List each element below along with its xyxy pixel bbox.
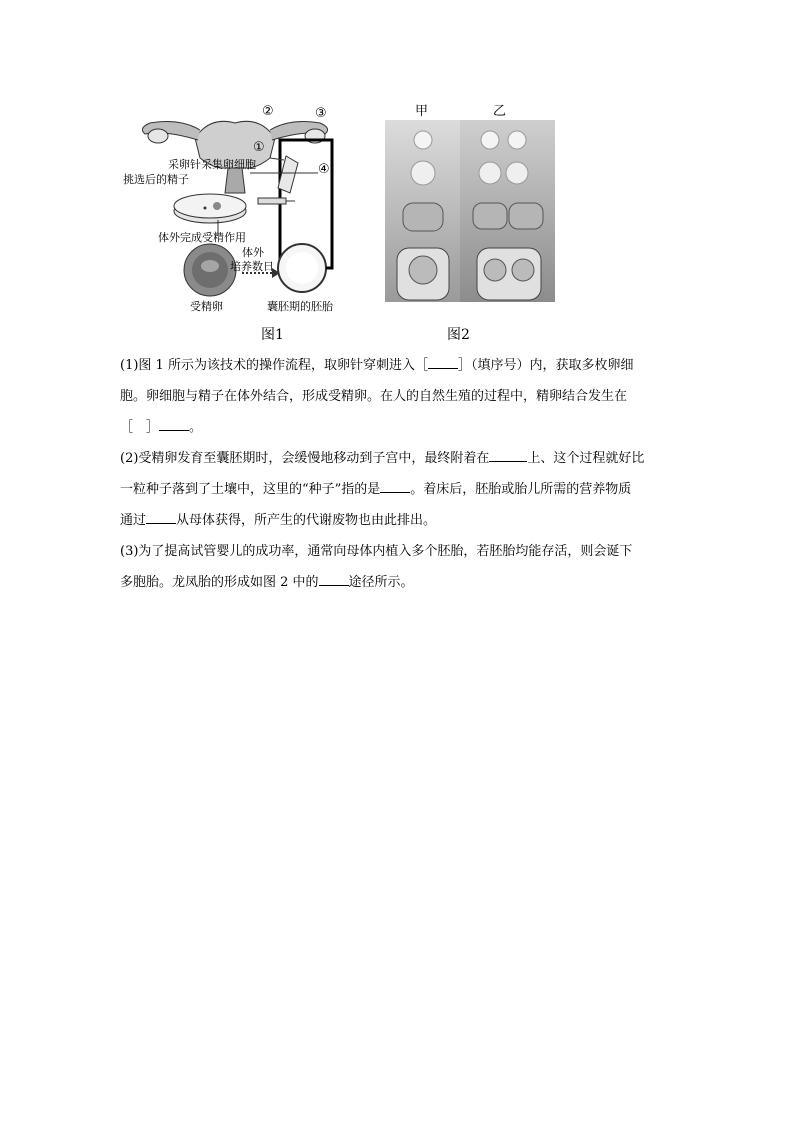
label-sperm: 挑选后的精子	[123, 173, 189, 186]
label-circle-2: ②	[262, 104, 274, 119]
label-circle-3: ③	[315, 106, 327, 121]
label-culture-2: 培养数日	[230, 260, 274, 273]
label-culture-1: 体外	[242, 246, 264, 259]
figure-2-illustration	[385, 98, 555, 304]
question-3: (3)为了提高试管婴儿的成功率，通常向母体内植入多个胚胎，若胚胎均能存活，则会诞下 多胞胎。龙凤胎的形成如图 2 中的 途径所示。	[120, 544, 633, 590]
label-column-yi: 乙	[493, 104, 507, 119]
label-fertilize: 体外完成受精作用	[158, 231, 246, 244]
question-text	[120, 350, 680, 598]
figure-2-caption: 图2	[447, 327, 470, 343]
figure-1-illustration	[110, 98, 360, 316]
label-blastocyst: 囊胚期的胚胎	[267, 300, 333, 313]
figure-1-caption: 图1	[261, 327, 284, 343]
question-1: (1)图 1 所示为该技术的操作流程，取卵针穿刺进入［ ］（填序号）内，获取多枚卵细 胞。卵细胞与精子在体外结合，形成受精卵。在人的自然生殖的过程中，精卵结合发生在 ［ ］ 。	[120, 350, 680, 443]
question-2: (2)受精卵发育至囊胚期时，会缓慢地移动到子宫中，最终附着在 上、这个过程就好比 一粒种子落到了土壤中，这里的“种子”指的是 。着床后，胚胎或胎儿所需的营养物质 通过 从母体获得，所产生的代谢废物也由此排出。	[120, 443, 680, 536]
figure-area	[110, 98, 580, 348]
label-needle: 采卵针采集卵细胞	[168, 158, 256, 171]
blank-q2-nutrition	[146, 509, 176, 524]
blank-q2-seed	[380, 478, 410, 493]
blank-q1-number	[428, 354, 458, 369]
figure-1	[110, 98, 360, 316]
label-circle-4: ④	[318, 162, 330, 177]
blank-q3-path	[319, 571, 349, 586]
blank-q2-attach	[489, 447, 527, 462]
label-zygote: 受精卵	[190, 300, 223, 313]
blank-q1-site	[159, 416, 189, 431]
label-column-jia: 甲	[415, 104, 429, 119]
label-circle-1: ①	[253, 140, 265, 155]
figure-2	[385, 98, 555, 304]
